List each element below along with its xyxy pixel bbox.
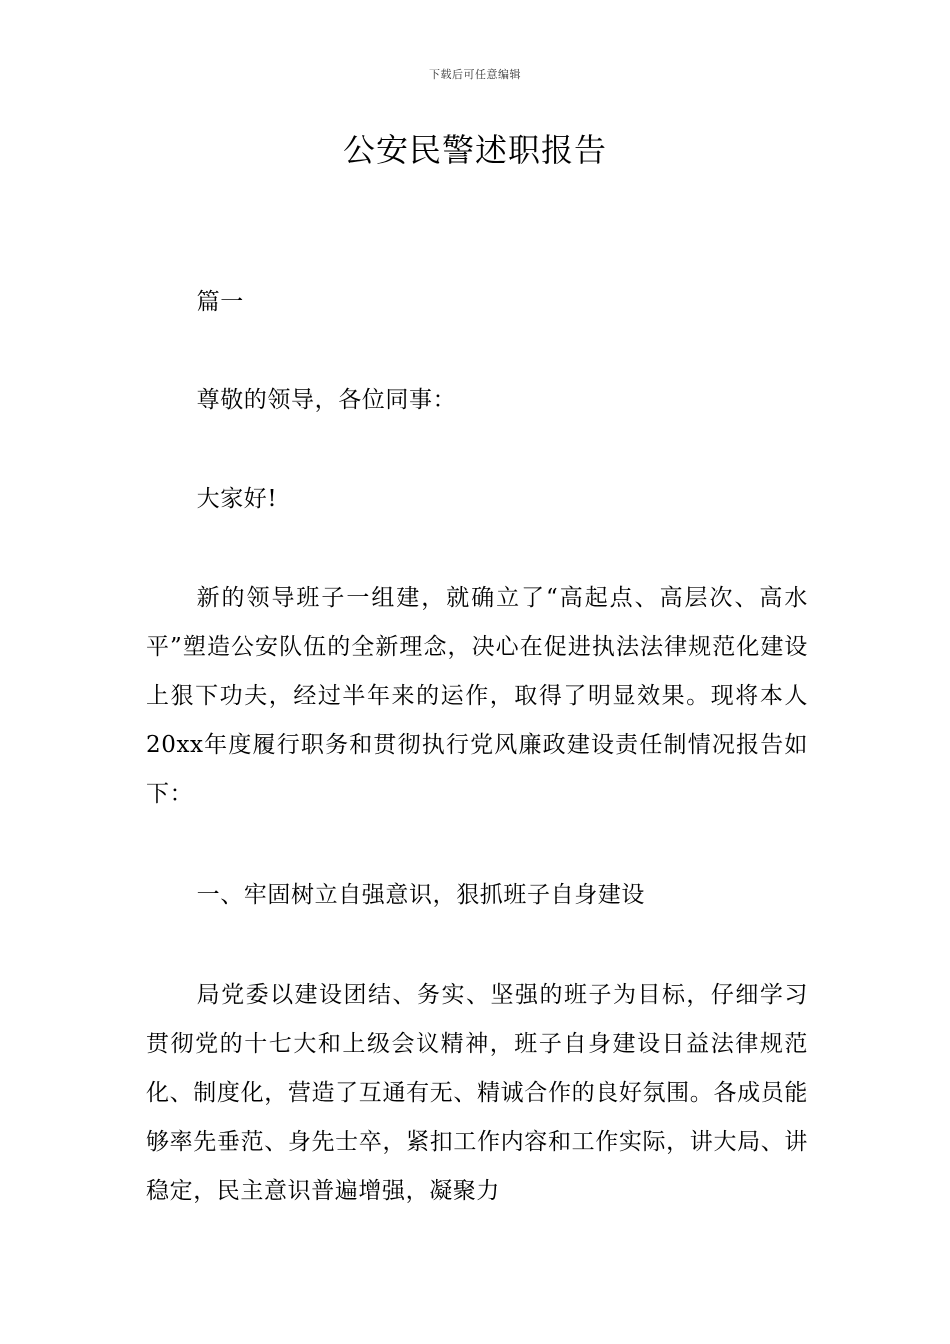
body-paragraph-1-text: 局党委以建设团结、务实、坚强的班子为目标，仔细学习贯彻党的十七大和上级会议精神，班子自身建设日益法律规范化、制度化，营造了互通有无、精诚合作的良好氛围。各成员能够率先垂范、身先士卒，紧扣工作内容和工作实际，讲大局、讲稳定，民主意识普遍增强，凝聚力 — [146, 982, 808, 1204]
body-paragraph-1 — [146, 971, 808, 1216]
section-heading-1 — [146, 871, 808, 920]
section-label-text: 篇一 — [196, 289, 244, 315]
greeting — [146, 376, 808, 425]
header-note: 下载后可任意编辑 — [429, 68, 521, 81]
section-label — [146, 278, 808, 327]
greeting-text: 尊敬的领导，各位同事： — [196, 387, 457, 413]
hello-text: 大家好! — [196, 486, 278, 512]
intro-paragraph — [146, 574, 808, 819]
intro-text: 新的领导班子一组建，就确立了“高起点、高层次、高水平”塑造公安队伍的全新理念，决心在促进执法法律规范化建设上狠下功夫，经过半年来的运作，取得了明显效果。现将本人20xx年度履行职务和贯彻执行党风廉政建设责任制情况报告如下： — [146, 585, 808, 807]
section-heading-1-text: 一、牢固树立自强意识，狠抓班子自身建设 — [196, 882, 645, 908]
hello — [146, 475, 808, 524]
document-title: 公安民警述职报告 — [342, 131, 607, 169]
